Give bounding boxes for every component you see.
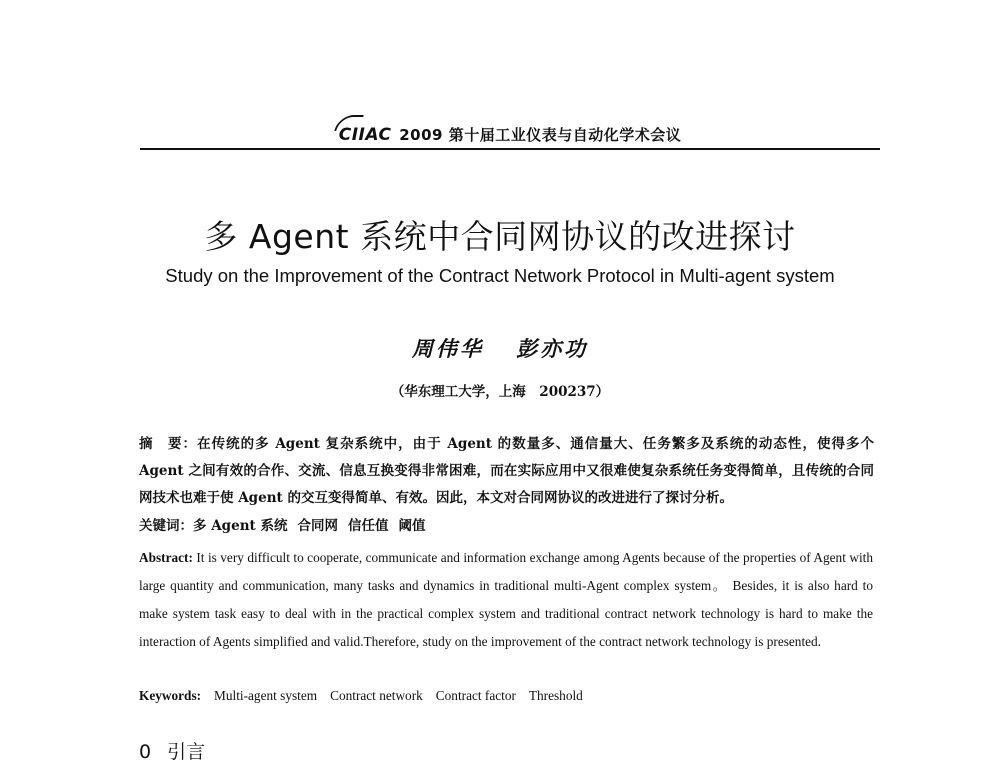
keywords-en-label: Keywords: [139, 688, 202, 703]
conference-name: 第十届工业仪表与自动化学术会议 [448, 126, 682, 144]
title-english: Study on the Improvement of the Contract Network Protocol in Multi-agent system [165, 265, 835, 286]
section-number: 0 [139, 741, 152, 763]
keywords-english [139, 686, 873, 706]
abstract-en-label: Abstract: [139, 550, 193, 565]
authors [0, 333, 1000, 363]
abstract-cn-text: 在传统的多 Agent 复杂系统中，由于 Agent 的数量多、通信量大、任务繁多及系统的动态性，使得多个 Agent 之间有效的合作、交流、信息互换变得非常困难，而在实际应用中又很难使复杂系统任务变得简单，且传统的合同网技术也难于使 Agent 的交互变得简单、有效。因此，本文对合同网协议的改进进行了探讨分析。 [139, 436, 874, 506]
keyword-en-3: Contract factor [435, 688, 516, 703]
abstract-chinese [139, 431, 874, 512]
keywords-chinese [139, 515, 874, 537]
keyword-en-1: Multi-agent system [214, 688, 318, 703]
keyword-cn-4: 阈值 [398, 518, 426, 534]
keywords-cn-label: 关键词： [139, 518, 193, 534]
keyword-cn-3: 信任值 [347, 518, 389, 534]
conference-header [140, 124, 880, 145]
keyword-cn-1: 多 Agent 系统 [193, 518, 288, 534]
author-2: 彭亦功 [516, 336, 589, 361]
keyword-cn-2: 合同网 [297, 518, 338, 534]
abstract-english [139, 544, 873, 656]
abstract-en-text: It is very difficult to cooperate, communicate and information exchange among Agents because of the properties of Agent with large quantity and communication, many tasks and dynamics in traditional multi-Agent complex system。 Besides, it is also hard to make system task easy to deal with in the practical complex system and traditional contract network technology is hard to make the interaction of Agents simplified and valid.Therefore, study on the improvement of the contract network technology is presented. [139, 550, 873, 649]
ciiac-logo [339, 125, 392, 145]
section-title: 引言 [167, 741, 206, 763]
header-rule [140, 148, 880, 150]
logo-text: CIIAC [338, 125, 392, 145]
author-1: 周伟华 [411, 336, 484, 361]
keyword-en-2: Contract network [330, 688, 423, 703]
abstract-cn-label: 摘 要： [139, 436, 198, 452]
affiliation: （华东理工大学，上海 200237） [390, 384, 610, 400]
title-chinese: 多 Agent 系统中合同网协议的改进探讨 [204, 217, 796, 256]
keyword-en-4: Threshold [528, 688, 583, 703]
conference-year: 2009 [399, 126, 443, 144]
